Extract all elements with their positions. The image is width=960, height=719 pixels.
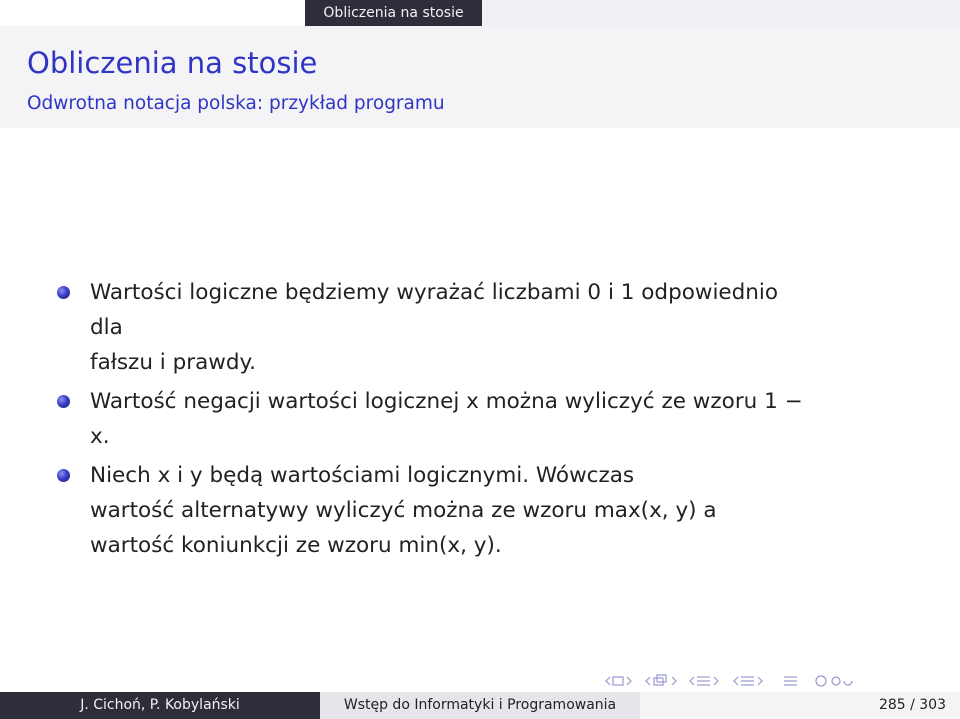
page-number: 285 / 303 [878, 697, 946, 713]
list-item [57, 275, 817, 380]
list-item-line: Niech x i y będą wartościami logicznymi. Wówczas [90, 463, 635, 488]
bullet-icon [57, 469, 70, 482]
footer-bar [0, 692, 960, 719]
top-bar-left [0, 0, 305, 26]
list-item [57, 384, 817, 454]
navigation-bar [600, 672, 960, 690]
nav-section-next-icon[interactable] [734, 677, 762, 685]
footer-course-title: Wstęp do Informatyki i Programowania [320, 692, 640, 719]
nav-subsection-prev-icon[interactable] [646, 675, 676, 685]
nav-search-icon[interactable] [816, 676, 852, 686]
bullet-icon [57, 395, 70, 408]
bullet-icon [57, 286, 70, 299]
section-tab[interactable]: Obliczenia na stosie [305, 0, 482, 26]
list-item-line: wartość alternatywy wyliczyć można ze wzoru max(x, y) a [90, 498, 717, 523]
list-item-line: wartość koniunkcji ze wzoru min(x, y). [90, 533, 502, 558]
list-item-line: fałszu i prawdy. [90, 350, 256, 375]
footer-page-box [640, 692, 960, 719]
frame-title: Obliczenia na stosie [27, 46, 318, 80]
nav-section-prev-icon[interactable] [690, 677, 718, 685]
footer-authors: J. Cichoń, P. Kobylański [0, 692, 320, 719]
list-item [57, 458, 817, 563]
nav-align-icon[interactable] [784, 677, 797, 685]
navigation-icons [600, 672, 960, 690]
bullet-list [57, 275, 817, 567]
top-bar [0, 0, 960, 26]
list-item-line: Wartości logiczne będziemy wyrażać liczbami 0 i 1 odpowiednio dla [90, 280, 779, 340]
frame-subtitle: Odwrotna notacja polska: przykład programu [27, 93, 445, 114]
list-item-line: Wartość negacji wartości logicznej x można wyliczyć ze wzoru 1 − x. [90, 389, 803, 449]
nav-frame-prev-icon[interactable] [606, 677, 631, 685]
